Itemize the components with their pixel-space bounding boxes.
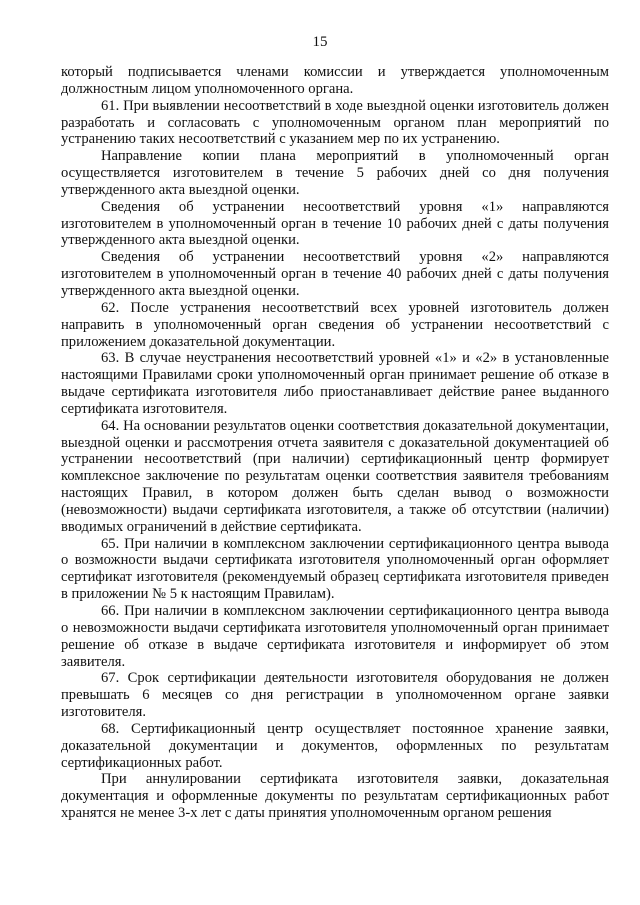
paragraph-67: 67. Срок сертификации деятельности изготовителя оборудования не должен превышать 6 месяцев со дня регистрации в уполномоченном органе заявки изготовителя. [61, 670, 609, 721]
paragraph-62: 62. После устранения несоответствий всех уровней изготовитель должен направить в уполномоченный орган сведения об устранении несоответствий с приложением доказательной документации. [61, 299, 609, 350]
paragraph-61-plan-submission: Направление копии плана мероприятий в уполномоченный орган осуществляется изготовителем в течение 5 рабочих дней со дня получения утвержденного акта выездной оценки. [61, 148, 609, 198]
paragraph-64: 64. На основании результатов оценки соответствия доказательной документации, выездной оценки и рассмотрения отчета заявителя с доказательной документацией об устранении несоответствий (при наличии) сертификационный центр формирует комплексное заключение по результатам оценки соответствия заявителя требованиям настоящих Правил, в котором должен быть сделан вывод о возможности (невозможности) выдачи сертификата изготовителя, а также об отсутствии (наличии) вводимых ограничений в действие сертификата. [61, 417, 609, 535]
paragraph-65: 65. При наличии в комплексном заключении сертификационного центра вывода о возможности выдачи сертификата изготовителя уполномоченный орган оформляет сертификат изготовителя (рекомендуемый образец сертификата изготовителя приведен в приложении № 5 к настоящим Правилам). [61, 535, 609, 603]
paragraph-68: 68. Сертификационный центр осуществляет постоянное хранение заявки, доказательной документации и документов, оформленных по результатам сертификационных работ. [61, 720, 609, 771]
paragraph-61: 61. При выявлении несоответствий в ходе выездной оценки изготовитель должен разработать и согласовать с уполномоченным органом план мероприятий по устранению таких несоответствий с указанием мер по их устранению. [61, 97, 609, 148]
page-number: 15 [312, 34, 328, 50]
paragraph-68-annulment: При аннулировании сертификата изготовителя заявки, доказательная документация и оформленные документы по результатам сертификационных работ хранятся не менее 3-х лет с даты принятия уполномоченным органом решения [61, 771, 609, 822]
paragraph-61-level-2: Сведения об устранении несоответствий уровня «2» направляются изготовителем в уполномоченный орган в течение 40 рабочих дней с даты получения утвержденного акта выездной оценки. [61, 249, 609, 299]
document-body [61, 64, 609, 822]
paragraph-61-level-1: Сведения об устранении несоответствий уровня «1» направляются изготовителем в уполномоченный орган в течение 10 рабочих дней с даты получения утвержденного акта выездной оценки. [61, 198, 609, 249]
paragraph-66: 66. При наличии в комплексном заключении сертификационного центра вывода о невозможности выдачи сертификата изготовителя уполномоченный орган принимает решение об отказе в выдаче сертификата изготовителя и информирует об этом заявителя. [61, 603, 609, 670]
paragraph-continuation: который подписывается членами комиссии и утверждается уполномоченным должностным лицом уполномоченного органа. [61, 64, 609, 97]
paragraph-63: 63. В случае неустранения несоответствий уровней «1» и «2» в установленные настоящими Правилами сроки уполномоченный орган принимает решение об отказе в выдаче сертификата изготовителя либо приостанавливает действие ранее выданного сертификата изготовителя. [61, 350, 609, 417]
